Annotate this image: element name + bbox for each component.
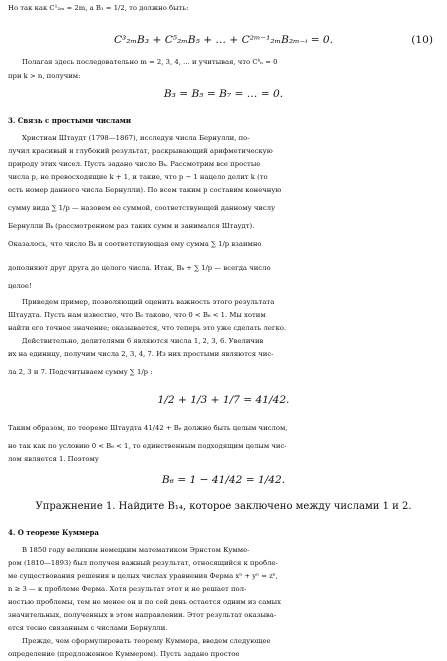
text-line: Христиан Штаудт (1798—1867), исследуя числа Бернулли, по- — [22, 134, 250, 142]
text-line: ностью проблемы, тем не менее он и по сей день остается одним из самых — [8, 598, 281, 606]
text-line: Таким образом, по теореме Штаудта 41/42 + B₆ должно быть целым числом, — [8, 424, 288, 432]
equation: B₃ = B₅ = B₇ = … = 0. — [163, 88, 284, 100]
equation-text: C³₂ₘB₃ + C⁵₂ₘB₅ + … + C²ᵐ⁻¹₂ₘB₂ₘ₋ᵢ = 0. — [113, 34, 334, 46]
text-line: Штаудта. Пусть нам известно, что B₆ таково, что 0 < B₆ < 1. Мы хотим — [8, 311, 266, 319]
text-line: целое! — [8, 282, 32, 290]
text-line: n ≥ 3 — к проблеме Ферма. Хотя результат этот и не решает пол- — [8, 585, 247, 593]
equation: B₆ = 1 − 41/42 = 1/42. — [161, 474, 286, 486]
text-line: числа p, не превосходящие k + 1, и такие, что p − 1 нацело делит k (то — [8, 173, 268, 181]
exercise-line: Упражнение 1. Найдите B₁₄, которое заключено между числами 1 и 2. — [35, 501, 412, 512]
equation: 1/2 + 1/3 + 1/7 = 41/42. — [157, 394, 290, 406]
text-line: Но так как C¹₂ₘ = 2m, а B₁ = 1/2, то должно быть: — [8, 4, 189, 12]
text-line: ме существования решения в целых числах уравнения Ферма xⁿ + yⁿ = zⁿ, — [8, 572, 278, 580]
text-line: их на единицу, получим числа 2, 3, 4, 7. Из них простыми являются чис- — [8, 350, 274, 358]
equation-10 — [0, 34, 447, 47]
text-line: природу этих чисел. Пусть задано число Bₖ. Рассмотрим все простые — [8, 160, 261, 168]
text-line: значительных, полученных в этом направлении. Этот результат оказыва- — [8, 611, 277, 619]
text-line: сумму вида ∑ 1/p — назовем ее суммой, соответствующей данному числу — [8, 204, 276, 212]
text-line: при k > n, получим: — [8, 72, 81, 80]
text-line: лучил красивый и глубокий результат, раскрывающий арифметическую — [8, 147, 273, 155]
text-line: ется тесно связанным с числами Бернулли. — [8, 624, 168, 632]
text-line: Бернулли Bₖ (рассмотрением раз таких сумм и занимался Штаудт). — [8, 222, 255, 230]
text-line: есть номер данного числа Бернулли). По всем таким p составим конечную — [8, 186, 282, 194]
text-line: дополняют друг друга до целого числа. Итак, Bₖ + ∑ 1/p — всегда число — [8, 264, 271, 272]
text-line: В 1850 году великим немецким математиком Эрнстом Кумме- — [22, 546, 250, 554]
text-line: но так как по условию 0 < B₆ < 1, то единственным подходящим целым чис- — [8, 442, 287, 450]
text-line: Прежде, чем сформулировать теорему Куммера, введем следующее — [22, 637, 271, 645]
section-heading-3: 3. Связь с простыми числами — [8, 116, 132, 125]
equation-number: (10) — [411, 34, 433, 46]
text-line: Приведем пример, позволяющий оценить важность этого результата — [22, 298, 275, 306]
text-line: Оказалось, что число Bₖ и соответствующая ему сумма ∑ 1/p взаимно — [8, 240, 262, 248]
text-line: ла 2, 3 и 7. Подсчитываем сумму ∑ 1/p : — [8, 368, 153, 376]
text-line: ром (1810—1893) был получен важный результат, относящийся к пробле- — [8, 559, 278, 567]
text-line: найти его точное значение; оказывается, что теперь это уже сделать легко. — [8, 324, 287, 332]
section-heading-4: 4. О теореме Куммера — [8, 528, 99, 537]
text-line: Действительно, делителями 6 являются числа 1, 2, 3, 6. Увеличив — [22, 337, 264, 345]
text-line: определение (предложенное Куммером). Пусть задано простое — [8, 650, 240, 658]
text-line: Полагая здесь последовательно m = 2, 3, 4, … и учитывая, что Cᵏₙ = 0 — [22, 58, 278, 66]
text-line: лом является 1. Поэтому — [8, 455, 99, 463]
